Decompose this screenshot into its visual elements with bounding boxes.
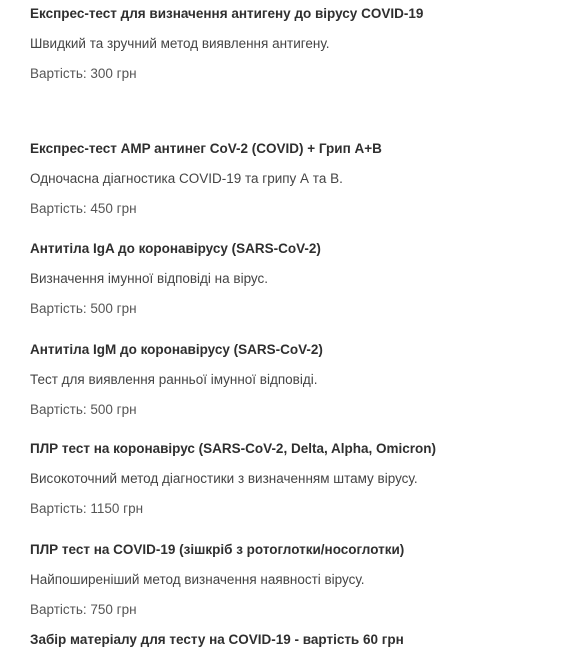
item-description: Визначення імунної відповіді на вірус. <box>30 271 269 286</box>
item-title: ПЛР тест на COVID-19 (зішкріб з ротоглотки/носоглотки) <box>30 542 405 557</box>
item-price: Вартість: 500 грн <box>30 402 137 417</box>
item-title: Експрес-тест AMP антинег CoV-2 (COVID) + Грип А+В <box>30 141 382 156</box>
item-description: Швидкий та зручний метод виявлення антигену. <box>30 36 330 51</box>
item-title: ПЛР тест на коронавірус (SARS-CoV-2, Delta, Alpha, Omicron) <box>30 441 436 456</box>
item-price: Вартість: 500 грн <box>30 301 137 316</box>
item-title: Антитіла IgM до коронавірусу (SARS-CoV-2) <box>30 342 323 357</box>
item-description: Найпоширеніший метод визначення наявності вірусу. <box>30 572 365 587</box>
item-title: Антитіла IgA до коронавірусу (SARS-CoV-2) <box>30 241 321 256</box>
item-description: Тест для виявлення ранньої імунної відповіді. <box>30 372 318 387</box>
item-price: Вартість: 1150 грн <box>30 501 144 516</box>
item-price: Вартість: 300 грн <box>30 66 137 81</box>
item-price: Вартість: 750 грн <box>30 602 137 617</box>
item-price: Вартість: 450 грн <box>30 201 137 216</box>
item-title: Експрес-тест для визначення антигену до вірусу COVID-19 <box>30 6 424 21</box>
item-description: Одночасна діагностика COVID-19 та грипу А та В. <box>30 171 343 186</box>
sampling-fee-note: Забір матеріалу для тесту на COVID-19 - вартість 60 грн <box>30 632 404 647</box>
item-description: Високоточний метод діагностики з визначенням штаму вірусу. <box>30 471 418 486</box>
